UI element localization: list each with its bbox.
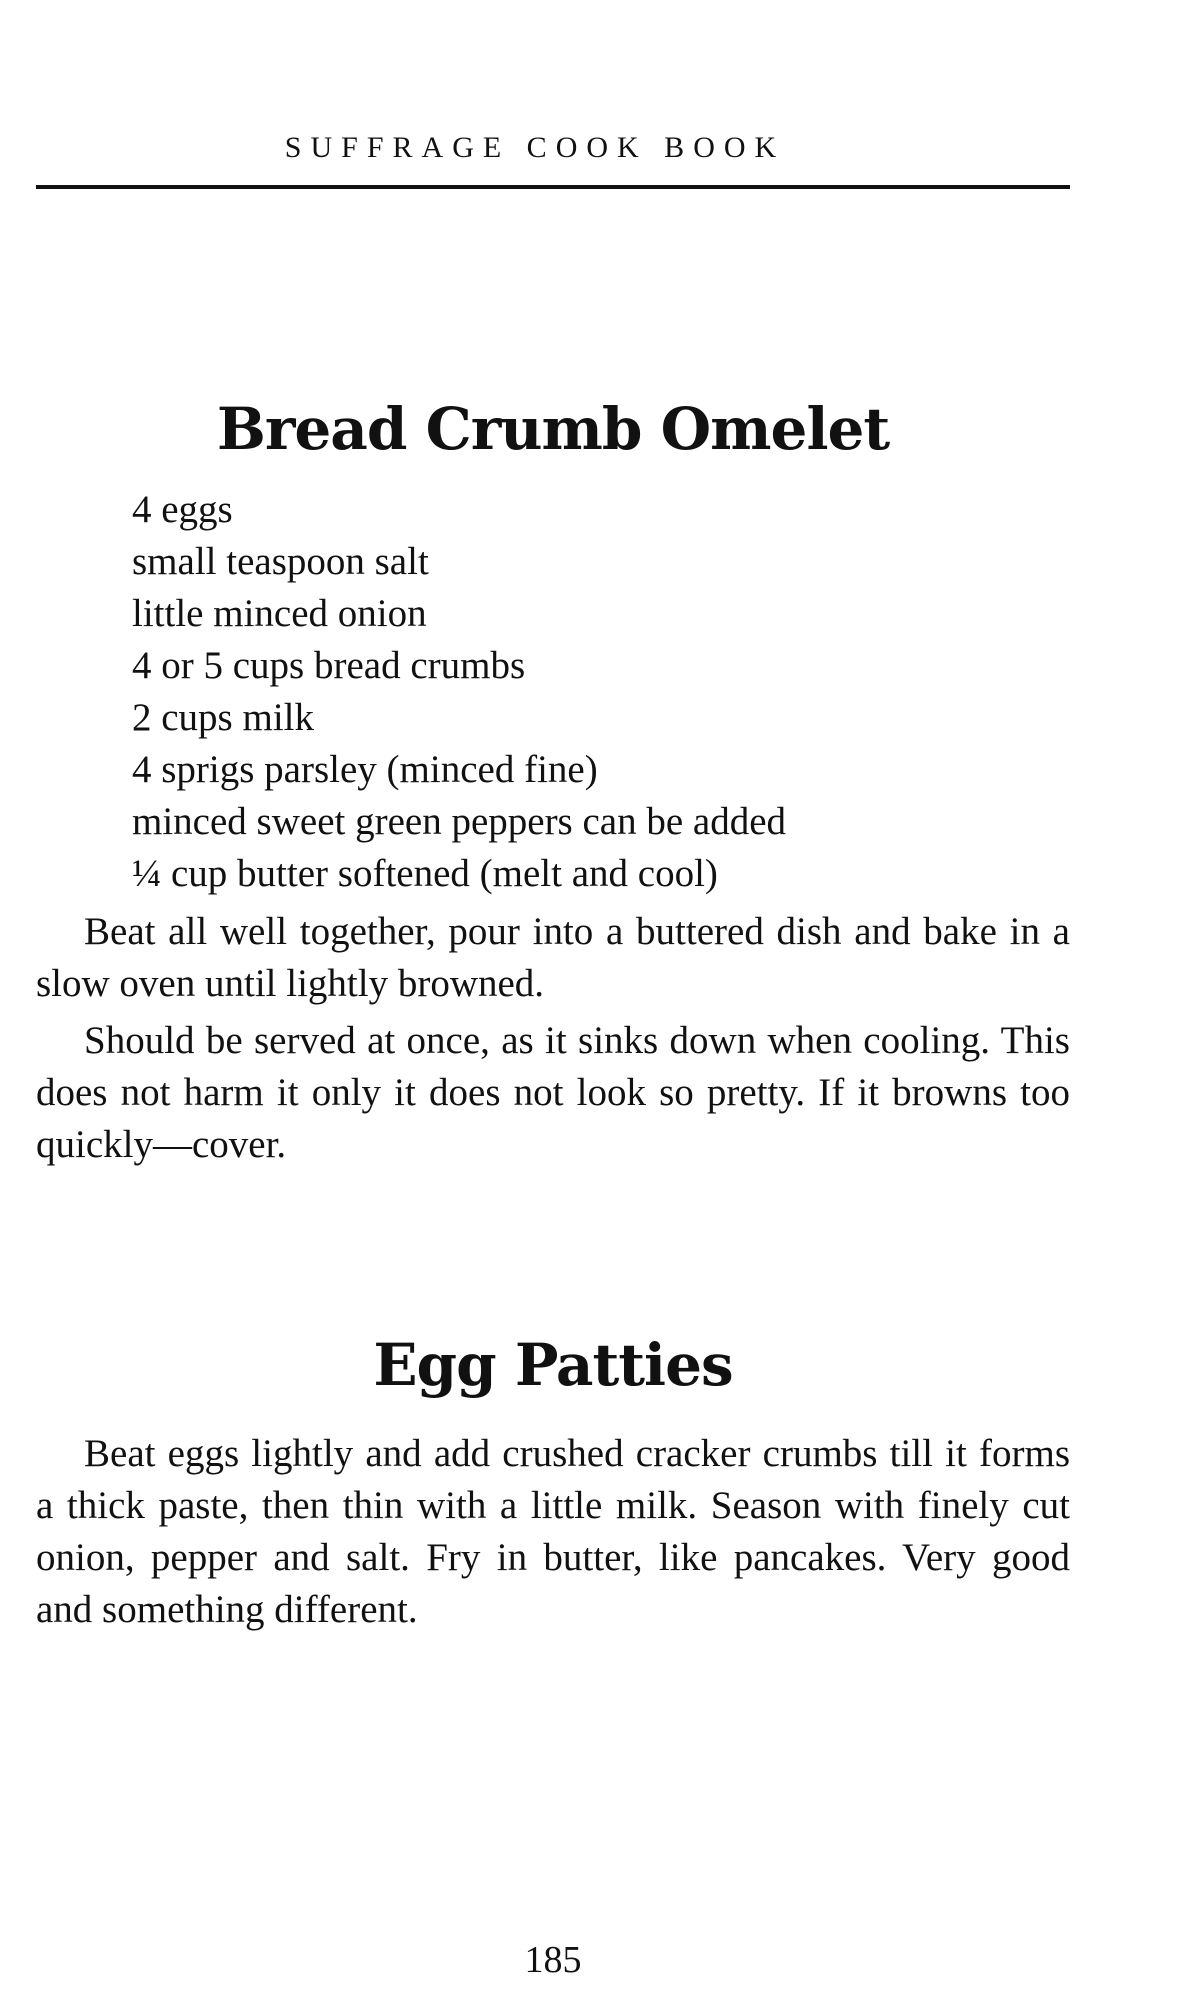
- ingredient-item: 4 sprigs parsley (minced fine): [132, 748, 598, 791]
- recipe-title-bread-crumb-omelet: Bread Crumb Omelet: [216, 395, 890, 463]
- ingredient-item: 4 eggs: [132, 488, 233, 531]
- header-rule: [36, 185, 1070, 189]
- instruction-paragraph: Should be served at once, as it sinks down when cooling. This does not harm it only it does not look so pretty. If it browns too quickly—cover.: [36, 1019, 1070, 1166]
- recipe-title-egg-patties: Egg Patties: [373, 1331, 733, 1399]
- ingredient-item: little minced onion: [132, 592, 427, 635]
- page-number: 185: [524, 1939, 582, 1981]
- ingredient-list: [132, 484, 786, 900]
- instruction-paragraph: Beat all well together, pour into a buttered dish and bake in a slow oven until lightly browned.: [36, 910, 1070, 1005]
- running-head: SUFFRAGE COOK BOOK: [284, 131, 786, 164]
- ingredient-item: 4 or 5 cups bread crumbs: [132, 644, 526, 687]
- ingredient-item: ¼ cup butter softened (melt and cool): [132, 852, 718, 895]
- ingredient-item: minced sweet green peppers can be added: [132, 800, 787, 843]
- ingredient-item: 2 cups milk: [132, 696, 314, 739]
- instruction-paragraph: Beat eggs lightly and add crushed cracker crumbs till it forms a thick paste, then thin with a little milk. Season with finely cut onion, pepper and salt. Fry in butter, like pancakes. Very good and something different.: [36, 1432, 1070, 1631]
- ingredient-item: small teaspoon salt: [132, 540, 429, 583]
